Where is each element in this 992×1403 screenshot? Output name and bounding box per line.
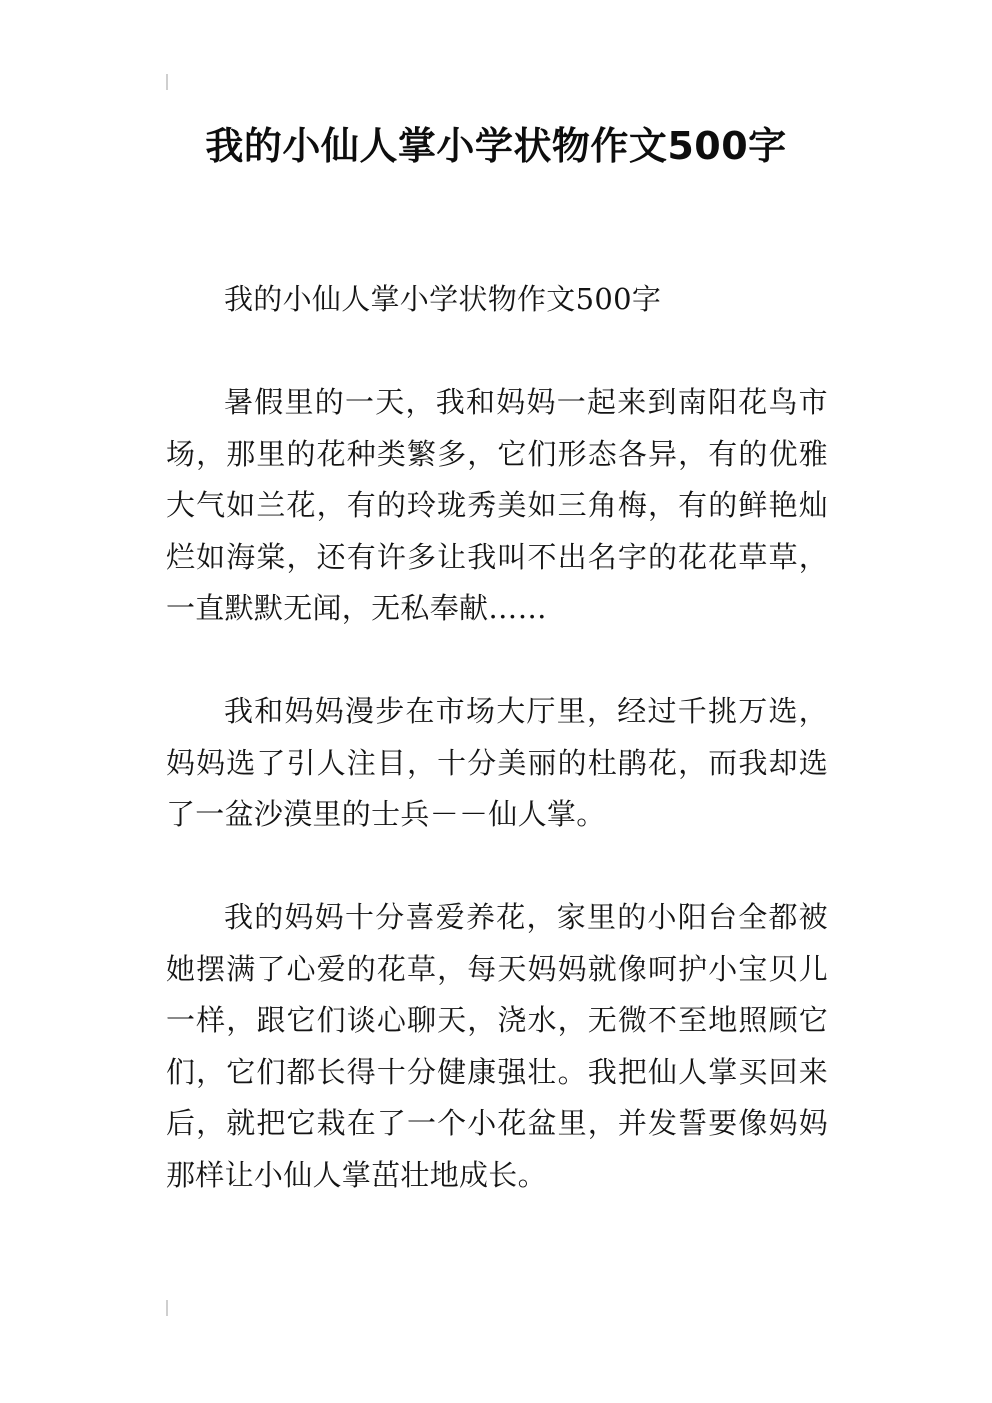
article-paragraph: 我和妈妈漫步在市场大厅里，经过千挑万选，妈妈选了引人注目，十分美丽的杜鹃花，而我却选了一盆沙漠里的士兵－－仙人掌。	[166, 694, 828, 831]
article-subtitle-paragraph: 我的小仙人掌小学状物作文500字	[224, 282, 662, 316]
article-body	[166, 274, 828, 1201]
page-title: 我的小仙人掌小学状物作文500字	[205, 124, 787, 168]
page-corner-mark	[166, 74, 168, 90]
article-paragraph: 暑假里的一天，我和妈妈一起来到南阳花鸟市场，那里的花种类繁多，它们形态各异，有的优雅大气如兰花，有的玲珑秀美如三角梅，有的鲜艳灿烂如海棠，还有许多让我叫不出名字的花花草草，一直默默无闻，无私奉献……	[166, 385, 828, 625]
page-corner-mark	[166, 1300, 168, 1316]
article-paragraph: 我的妈妈十分喜爱养花，家里的小阳台全都被她摆满了心爱的花草，每天妈妈就像呵护小宝贝儿一样，跟它们谈心聊天，浇水，无微不至地照顾它们，它们都长得十分健康强壮。我把仙人掌买回来后，就把它栽在了一个小花盆里，并发誓要像妈妈那样让小仙人掌茁壮地成长。	[166, 900, 828, 1192]
